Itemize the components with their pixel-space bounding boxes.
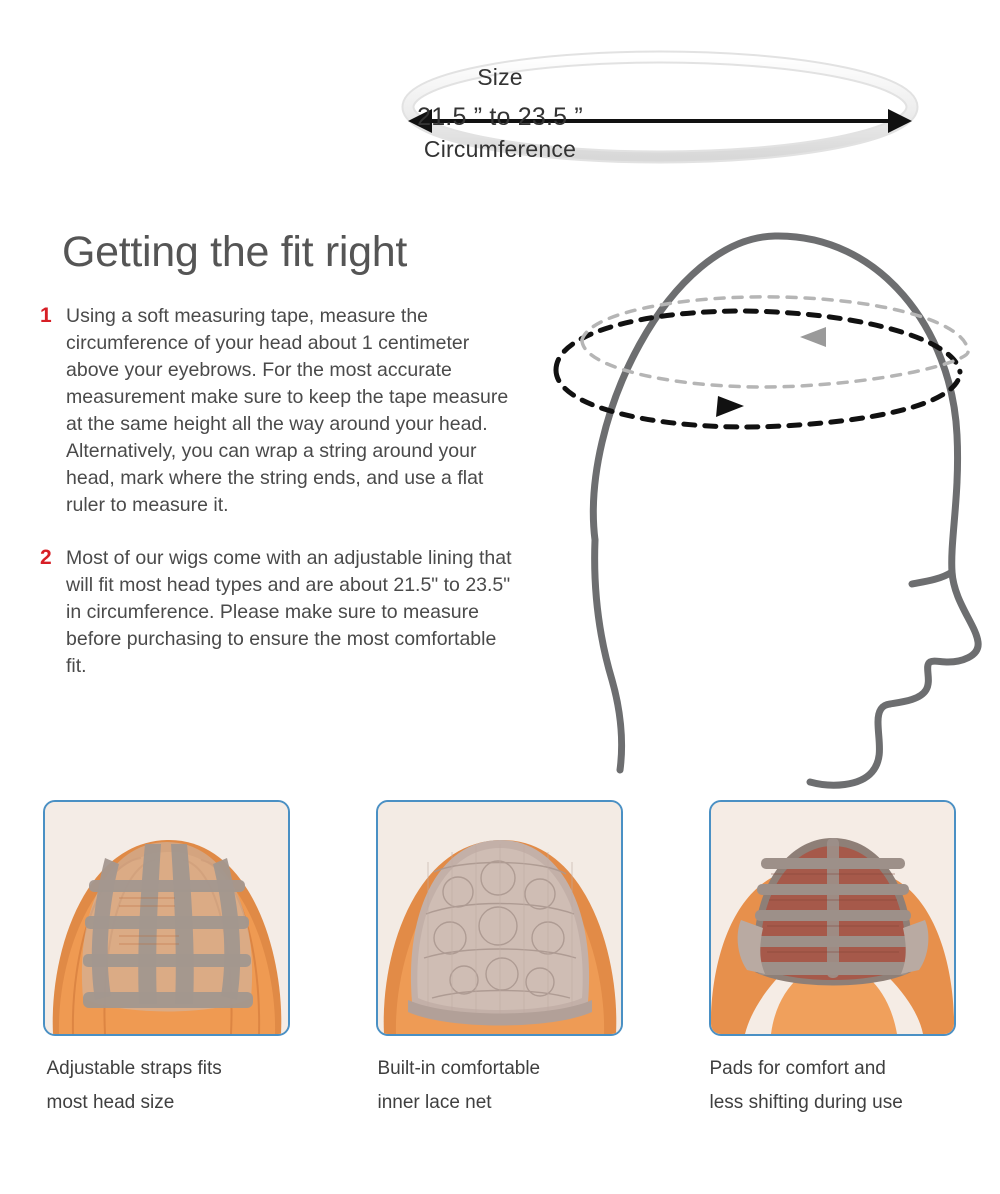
feature-caption bbox=[47, 1052, 297, 1120]
head-profile-icon bbox=[520, 210, 990, 790]
direction-arrow-back-icon bbox=[800, 327, 826, 347]
direction-arrow-front-icon bbox=[716, 396, 744, 417]
wig-cap-adjustable-straps-photo bbox=[43, 800, 290, 1036]
feature-caption bbox=[710, 1052, 960, 1120]
step-text: Most of our wigs come with an adjustable lining that will fit most head types and are about 21.5" to 23.5" in circumference. Please make sure to measure before purchasing to ensure the most comfortable fit. bbox=[66, 547, 512, 677]
step-number: 1 bbox=[40, 304, 52, 327]
feature-card-list bbox=[0, 800, 1000, 1120]
size-ring-diagram bbox=[0, 0, 1000, 200]
wig-cap-inner-lace-net-photo bbox=[376, 800, 623, 1036]
feature-caption-line1: Built-in comfortable bbox=[377, 1058, 541, 1079]
page-title: Getting the fit right bbox=[62, 228, 408, 276]
fit-guide-step-1 bbox=[22, 303, 522, 519]
feature-caption-line2: most head size bbox=[46, 1092, 175, 1113]
feature-card bbox=[0, 800, 333, 1120]
fit-guide-step-2 bbox=[22, 545, 522, 680]
feature-card bbox=[666, 800, 999, 1120]
step-number: 2 bbox=[40, 546, 52, 569]
fit-guide-section bbox=[22, 228, 522, 706]
ring-range-label: 21.5 ” to 23.5 ” bbox=[417, 103, 583, 131]
feature-caption-line1: Adjustable straps fits bbox=[46, 1058, 222, 1079]
feature-card bbox=[333, 800, 666, 1120]
ring-size-label: Size bbox=[477, 64, 523, 90]
ring-circumference-label: Circumference bbox=[423, 136, 577, 162]
step-text: Using a soft measuring tape, measure the circumference of your head about 1 centimeter above your eyebrows. For the most accurate measurement make sure to keep the tape measure at the same height all the way around your head. Alternatively, you can wrap a string around your head, mark where the string ends, and use a flat ruler to measure it. bbox=[66, 305, 509, 516]
head-measurement-diagram bbox=[520, 210, 990, 790]
feature-caption-line1: Pads for comfort and bbox=[709, 1058, 886, 1079]
feature-caption bbox=[378, 1052, 628, 1120]
feature-caption-line2: inner lace net bbox=[377, 1092, 492, 1113]
feature-caption-line2: less shifting during use bbox=[709, 1092, 903, 1113]
wig-cap-comfort-pads-photo bbox=[709, 800, 956, 1036]
